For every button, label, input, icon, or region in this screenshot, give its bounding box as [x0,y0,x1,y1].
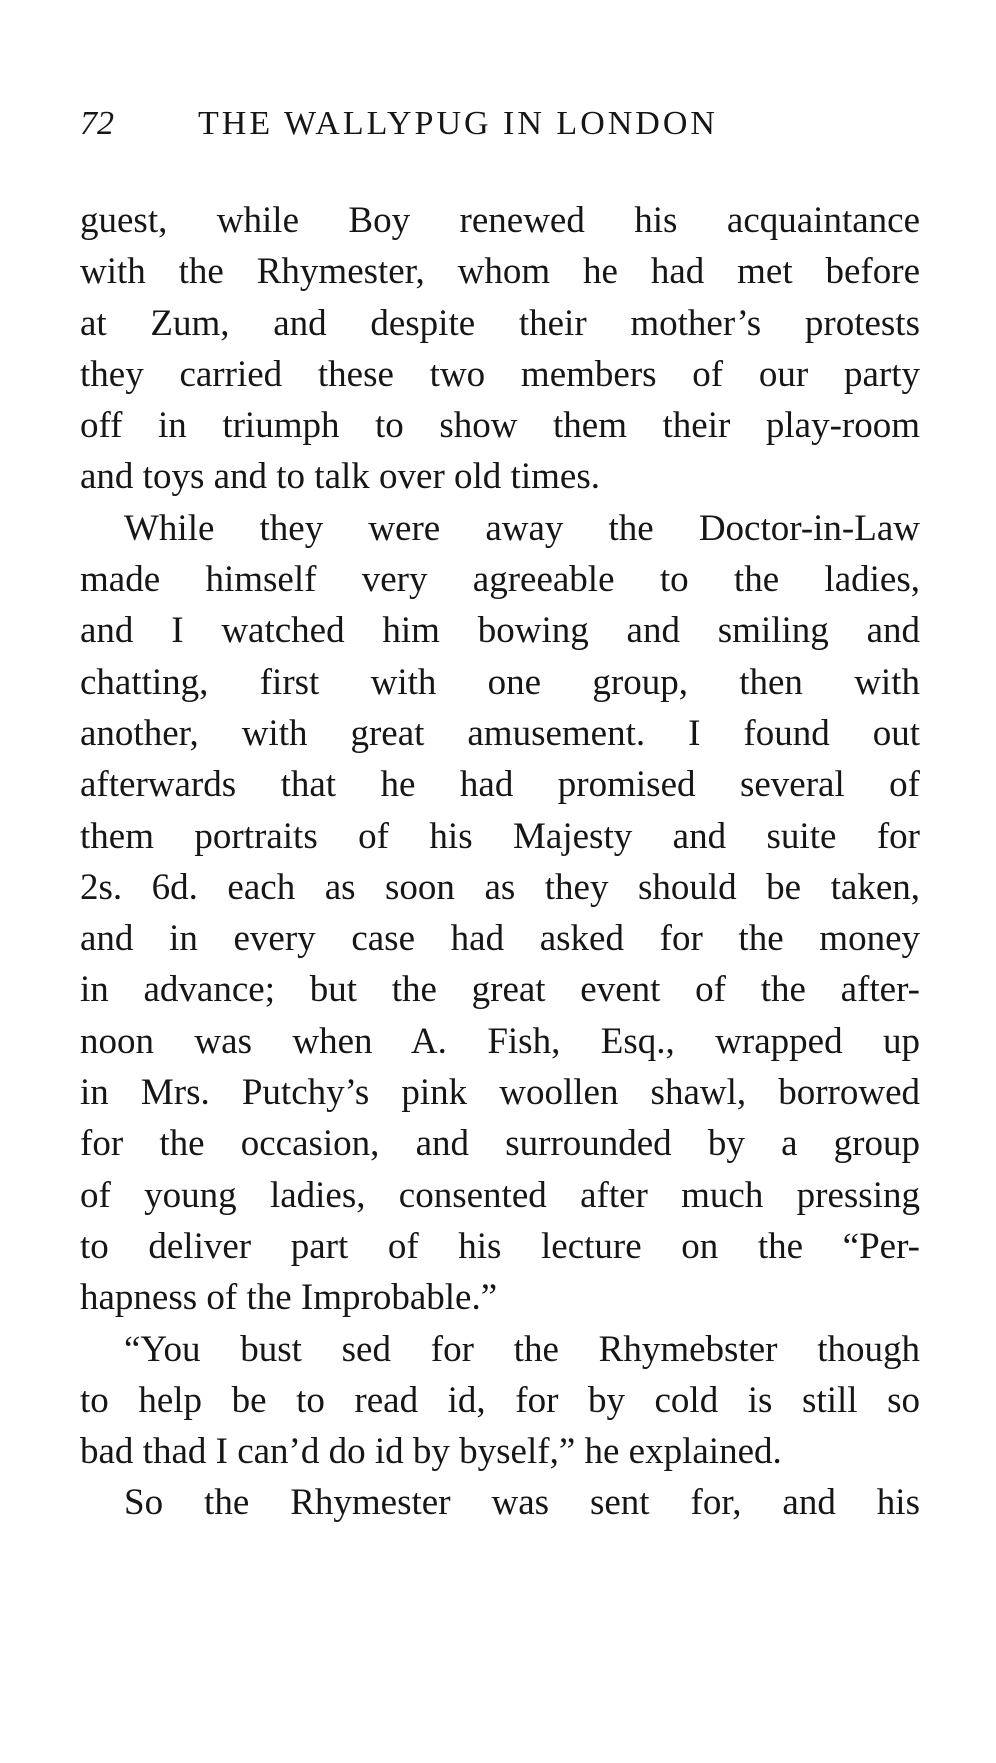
text-line: of young ladies, consented after much pressing [80,1174,920,1216]
text-line: So the Rhymester was sent for, and his [124,1482,920,1524]
text-line: and toys and to talk over old times. [80,456,600,498]
text-line: to deliver part of his lecture on the “Per- [80,1225,920,1267]
text-line: to help be to read id, for by cold is still so [80,1379,920,1421]
text-line: in advance; but the great event of the after- [80,969,920,1011]
text-line: them portraits of his Majesty and suite for [80,815,920,857]
running-head [80,105,920,165]
text-line: for the occasion, and surrounded by a group [80,1123,920,1165]
text-line: off in triumph to show them their play-room [80,405,920,447]
text-line: hapness of the Improbable.” [80,1277,498,1319]
text-line: While they were away the Doctor-in-Law [124,507,920,549]
paragraph [80,195,920,503]
text-line: and in every case had asked for the money [80,918,920,960]
text-line: they carried these two members of our party [80,353,920,395]
body-text [80,195,920,1529]
paragraph [80,503,920,1324]
text-line: bad thad I can’d do id by byself,” he explained. [80,1431,782,1473]
text-line: “You bust sed for the Rhymebster though [124,1328,920,1370]
running-title: THE WALLYPUG IN LONDON [198,105,718,142]
book-page [80,105,920,1529]
text-line: 2s. 6d. each as soon as they should be taken, [80,866,920,908]
text-line: guest, while Boy renewed his acquaintance [80,200,920,241]
text-line: with the Rhymester, whom he had met before [80,251,920,293]
text-line: at Zum, and despite their mother’s protests [80,302,920,344]
paragraph [80,1324,920,1478]
text-line: chatting, first with one group, then with [80,661,920,703]
paragraph [80,1477,920,1528]
text-line: in Mrs. Putchy’s pink woollen shawl, borrowed [80,1072,920,1114]
text-line: made himself very agreeable to the ladies, [80,559,920,601]
text-line: another, with great amusement. I found out [80,712,920,754]
text-line: afterwards that he had promised several of [80,764,920,806]
text-line: noon was when A. Fish, Esq., wrapped up [80,1020,920,1062]
page-number: 72 [80,105,114,142]
text-line: and I watched him bowing and smiling and [80,610,920,652]
